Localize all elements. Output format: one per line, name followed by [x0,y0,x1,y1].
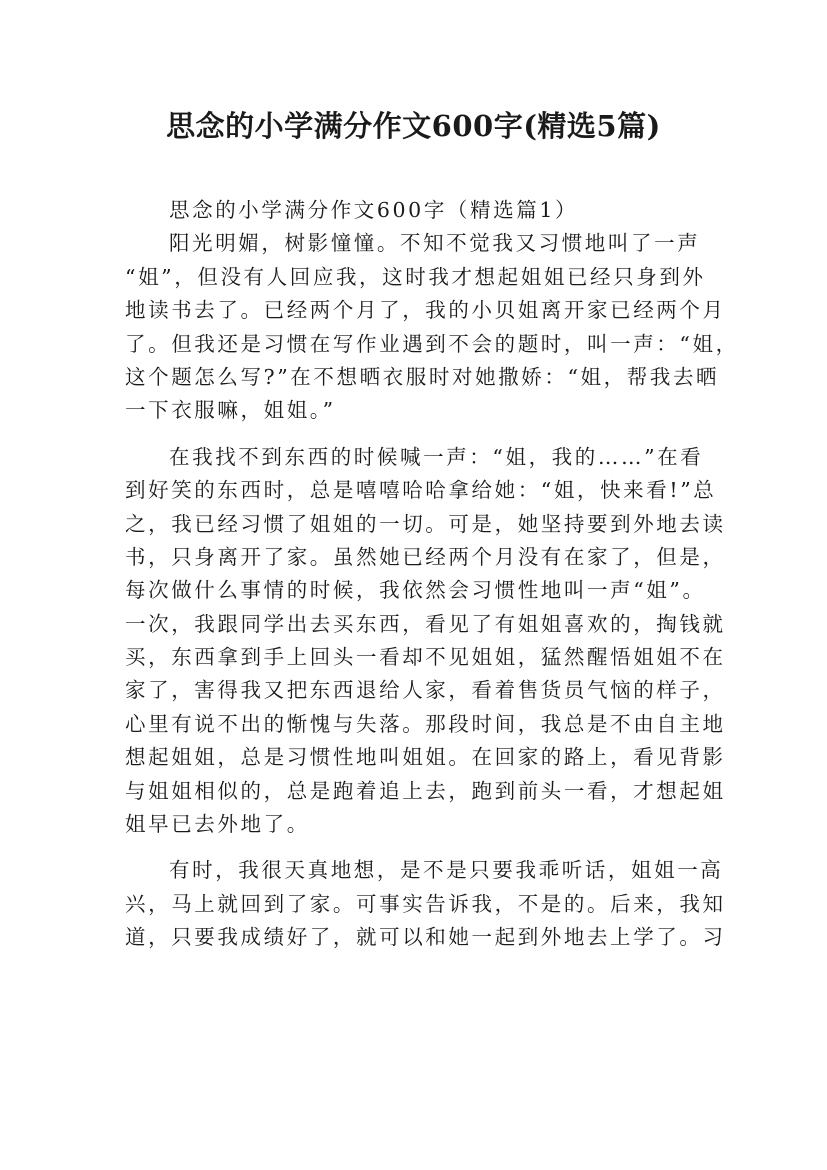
paragraph-1-line-4: 了。但我还是习惯在写作业遇到不会的题时，叫一声：“姐， [125,331,739,356]
paragraph-2-line-8: 家了，害得我又把东西退给人家，看着售货员气恼的样子， [125,678,726,703]
paragraph-2-line-10: 想起姐姐，总是习惯性地叫姐姐。在回家的路上，看见背影 [125,745,726,770]
paragraph-2-line-1: 在我找不到东西的时候喊一声：“姐，我的……”在看 [169,444,704,469]
paragraph-3-line-1: 有时，我很天真地想，是不是只要我乖听话，姐姐一高 [169,858,724,883]
section-heading: 思念的小学满分作文600字（精选篇1） [169,198,579,222]
paragraph-2-line-6: 一次，我跟同学出去买东西，看见了有姐姐喜欢的，掏钱就 [125,611,726,636]
paragraph-3-line-2: 兴，马上就回到了家。可事实告诉我，不是的。后来，我知 [125,891,726,916]
paragraph-2-line-11: 与姐姐相似的，总是跑着追上去，跑到前头一看，才想起姐 [125,778,726,803]
paragraph-2-line-9: 心里有说不出的惭愧与失落。那段时间，我总是不由自主地 [125,711,726,736]
paragraph-2-line-3: 之，我已经习惯了姐姐的一切。可是，她坚持要到外地去读 [125,511,726,536]
paragraph-2-line-7: 买，东西拿到手上回头一看却不见姐姐，猛然醒悟姐姐不在 [125,645,726,670]
paragraph-1-line-2: “姐”，但没有人回应我，这时我才想起姐姐已经只身到外 [125,264,706,289]
paragraph-1-line-1: 阳光明媚，树影憧憧。不知不觉我又习惯地叫了一声 [169,231,701,256]
paragraph-2-line-5: 每次做什么事情的时候，我依然会习惯性地叫一声“姐”。 [125,578,706,603]
document-title: 思念的小学满分作文600字(精选5篇) [166,109,661,143]
document-body [125,194,739,955]
paragraph-gap [125,428,705,441]
paragraph-gap [125,841,705,854]
paragraph-1-line-3: 地读书去了。已经两个月了，我的小贝姐离开家已经两个月 [125,298,726,323]
paragraph-2-line-12: 姐早已去外地了。 [125,812,310,837]
paragraph-2-line-4: 书，只身离开了家。虽然她已经两个月没有在家了，但是， [125,544,726,569]
paragraph-1-line-5: 这个题怎么写?”在不想晒衣服时对她撒娇：“姐，帮我去晒 [125,364,720,389]
paragraph-2-line-2: 到好笑的东西时，总是嘻嘻哈哈拿给她：“姐，快来看!”总 [125,478,717,503]
paragraph-1-line-6: 一下衣服嘛，姐姐。” [125,398,336,423]
paragraph-3-line-3: 道，只要我成绩好了，就可以和她一起到外地去上学了。习 [125,925,726,950]
